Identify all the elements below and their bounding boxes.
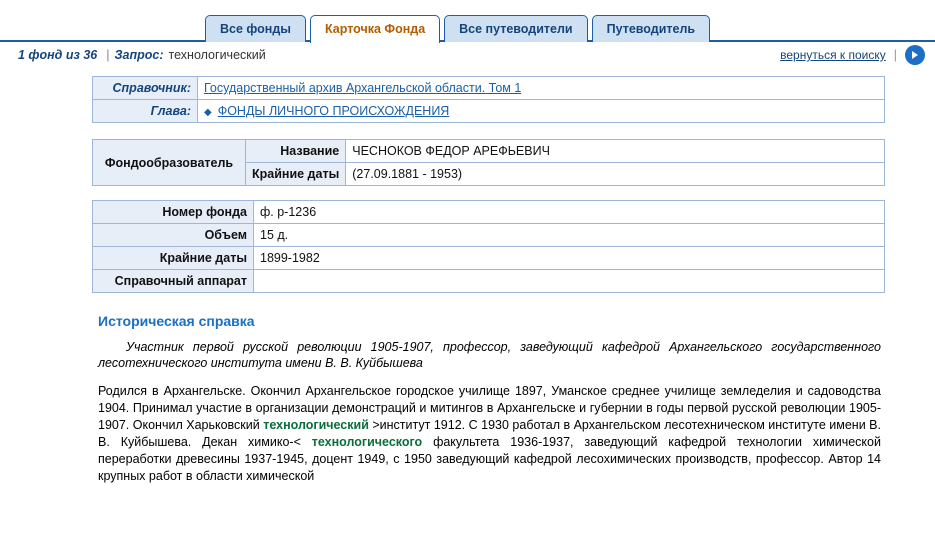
- query-label: Запрос:: [114, 48, 164, 62]
- history-highlight-1: технологический: [263, 418, 369, 432]
- result-count: 1 фонд из 36: [18, 48, 98, 62]
- tab-fund-card[interactable]: Карточка Фонда: [310, 15, 440, 43]
- query-value: технологический: [168, 48, 266, 62]
- chapter-link[interactable]: ФОНДЫ ЛИЧНОГО ПРОИСХОЖДЕНИЯ: [217, 104, 450, 118]
- query-separator: |: [106, 48, 110, 62]
- extreme-dates-label: Крайние даты: [93, 247, 254, 270]
- guide-label: Справочник:: [93, 77, 198, 100]
- history-lead: Участник первой русской революции 1905-1907, профессор, заведующий кафедрой Архангельского государственного лесотехнического института имени В. В. Куйбышева: [98, 340, 881, 370]
- history-body: [98, 383, 881, 485]
- reference-apparatus-value: [254, 270, 885, 293]
- fund-number-label: Номер фонда: [93, 201, 254, 224]
- actions-divider: |: [893, 48, 897, 62]
- diamond-bullet-icon: ◆: [204, 107, 212, 118]
- table-row: [93, 201, 885, 224]
- guide-value-cell: [198, 77, 885, 100]
- creator-row-label: Фондообразователь: [93, 140, 246, 186]
- history-body-part3: факультета 1936-1937, заведующий кафедрой технологии химической переработки древесины 1937-1945, доцент 1949, с 1950 заведующий кафедрой лесохимических производств, профессор. Автор 14 крупных работ в области химической: [98, 435, 881, 483]
- table-row: [93, 270, 885, 293]
- fund-number-value: ф. р-1236: [254, 201, 885, 224]
- creator-table: [92, 139, 885, 186]
- extreme-dates-value: 1899-1982: [254, 247, 885, 270]
- tab-all-funds[interactable]: Все фонды: [205, 15, 306, 42]
- table-row: [93, 247, 885, 270]
- table-row: [93, 100, 885, 123]
- creator-dates-value: (27.09.1881 - 1953): [346, 163, 885, 186]
- guide-info-table: [92, 76, 885, 123]
- guide-link[interactable]: Государственный архив Архангельской области. Том 1: [204, 81, 522, 95]
- creator-name-value: ЧЕСНОКОВ ФЕДОР АРЕФЬЕВИЧ: [346, 140, 885, 163]
- query-actions: [780, 45, 925, 65]
- history-title: Историческая справка: [98, 313, 255, 329]
- reference-apparatus-label: Справочный аппарат: [93, 270, 254, 293]
- creator-dates-label: Крайние даты: [246, 163, 346, 186]
- chapter-value-cell: [198, 100, 885, 123]
- tab-bar: [0, 0, 935, 42]
- query-bar: [0, 42, 935, 68]
- history-body-part1: Родился в Архангельске. Окончил Архангельское городское училище 1897, Уманское среднее училище земледелия и садоводства 1904. Принимал участие в организации демонстраций и митингов в Архангельске и губернии в годы первой русской революции 1905-1907. Окончил Харьковский: [98, 384, 881, 432]
- table-row: [93, 224, 885, 247]
- arrow-right-icon[interactable]: [905, 45, 925, 65]
- fund-card-content: [0, 68, 935, 485]
- tab-all-guides[interactable]: Все путеводители: [444, 15, 587, 42]
- volume-label: Объем: [93, 224, 254, 247]
- fund-properties-table: [92, 200, 885, 293]
- tab-guide[interactable]: Путеводитель: [592, 15, 710, 42]
- volume-value: 15 д.: [254, 224, 885, 247]
- back-to-search-link[interactable]: вернуться к поиску: [780, 48, 886, 62]
- chapter-label: Глава:: [93, 100, 198, 123]
- history-highlight-2: технологического: [311, 435, 423, 449]
- table-row: [93, 77, 885, 100]
- creator-name-label: Название: [246, 140, 346, 163]
- table-row: [93, 140, 885, 163]
- history-body-part2: >институт 1912. С 1930 работал в Архангельском лесотехническом институте имени В. В. Куйбышева. Декан химико-<: [98, 418, 881, 449]
